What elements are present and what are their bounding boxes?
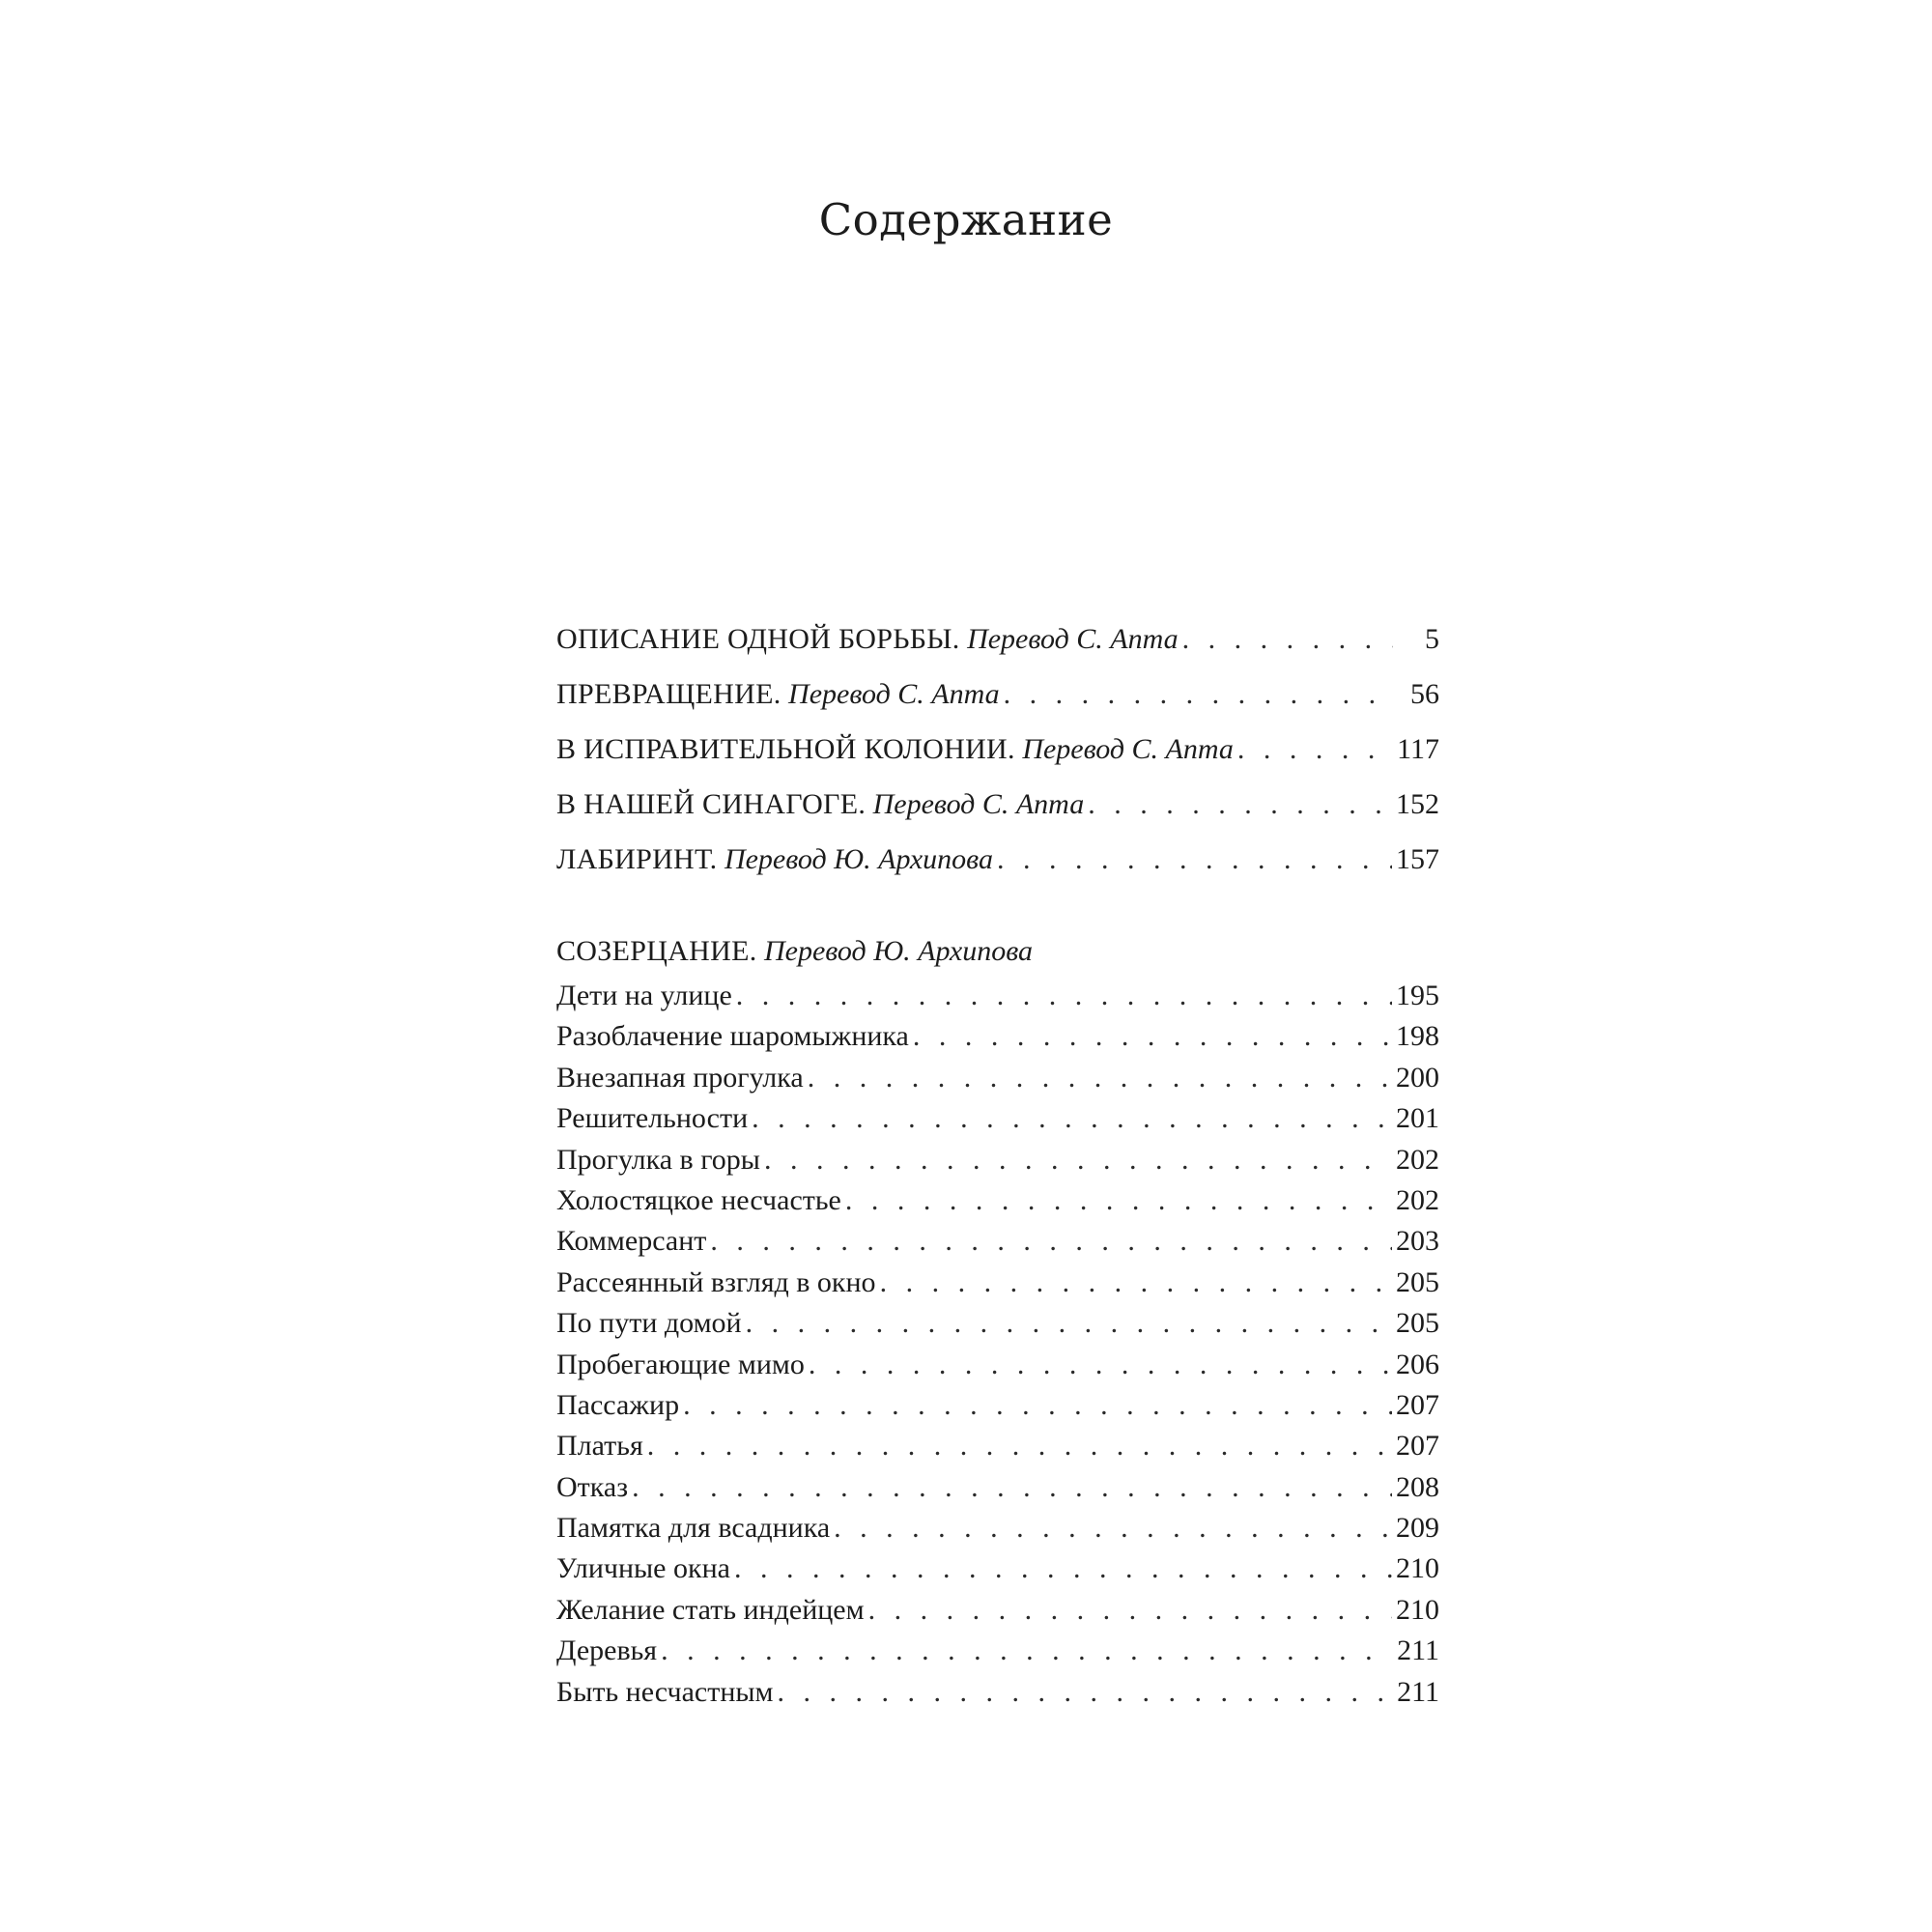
item-page-number: 207: [1396, 1430, 1439, 1463]
toc-item: [556, 1636, 1439, 1677]
toc-main-works: [556, 625, 1439, 900]
dot-leader: [1088, 790, 1392, 819]
item-title: Внезапная прогулка: [556, 1061, 804, 1094]
item-title: Пассажир: [556, 1388, 680, 1421]
item-title: Платья: [556, 1430, 643, 1463]
item-title: Деревья: [556, 1634, 658, 1667]
dot-leader: [868, 1596, 1392, 1625]
item-title: Отказ: [556, 1470, 629, 1503]
entry-title: ПРЕВРАЩЕНИЕ.: [556, 678, 781, 710]
dot-leader: [710, 1227, 1392, 1256]
item-page-number: 207: [1396, 1388, 1439, 1421]
item-title: Коммерсант: [556, 1225, 707, 1258]
entry-page-number: 152: [1396, 788, 1439, 820]
dot-leader: [809, 1350, 1392, 1379]
dot-leader: [647, 1432, 1392, 1461]
item-page-number: 202: [1396, 1183, 1439, 1216]
dot-leader: [736, 981, 1392, 1010]
item-title: По пути домой: [556, 1307, 742, 1340]
entry-page-number: 56: [1410, 678, 1439, 710]
dot-leader: [913, 1022, 1392, 1051]
toc-item: [556, 1432, 1439, 1472]
dot-leader: [746, 1309, 1392, 1338]
toc-item: [556, 1227, 1439, 1267]
entry-translator: Перевод Ю. Архипова: [724, 843, 993, 875]
item-page-number: 203: [1396, 1225, 1439, 1258]
dot-leader: [683, 1391, 1392, 1420]
item-title: Холостяцкое несчастье: [556, 1183, 841, 1216]
dot-leader: [997, 845, 1392, 874]
collection-title: СОЗЕРЦАНИЕ.: [556, 935, 757, 967]
toc-item: [556, 1022, 1439, 1063]
toc-item: [556, 1470, 1439, 1514]
item-page-number: 205: [1396, 1265, 1439, 1298]
item-title: Желание стать индейцем: [556, 1593, 865, 1626]
dot-leader: [778, 1678, 1393, 1707]
item-page-number: 200: [1396, 1061, 1439, 1094]
dot-leader: [764, 1146, 1392, 1175]
dot-leader: [880, 1268, 1392, 1297]
dot-leader: [845, 1186, 1392, 1215]
toc-item: [556, 1104, 1439, 1145]
toc-entry-description-of-a-struggle: [556, 625, 1439, 680]
toc-entry-labyrinth: [556, 845, 1439, 900]
item-title: Памятка для всадника: [556, 1512, 831, 1545]
toc-entry-in-our-synagogue: [556, 790, 1439, 845]
entry-translator: Перевод С. Апта: [1022, 733, 1234, 765]
entry-title: В НАШЕЙ СИНАГОГЕ.: [556, 788, 867, 820]
entry-title: ЛАБИРИНТ.: [556, 843, 718, 875]
entry-translator: Перевод С. Апта: [967, 623, 1179, 655]
toc-item: [556, 1061, 1439, 1104]
dot-leader: [1237, 735, 1393, 764]
dot-leader: [734, 1554, 1392, 1583]
entry-page-number: 117: [1397, 733, 1439, 765]
item-page-number: 211: [1397, 1675, 1439, 1708]
toc-item: [556, 1514, 1439, 1554]
dot-leader: [661, 1636, 1393, 1665]
item-title: Разоблачение шаромыжника: [556, 1020, 909, 1053]
item-page-number: 208: [1396, 1470, 1439, 1503]
toc-item: [556, 1350, 1439, 1391]
item-title: Рассеянный взгляд в окно: [556, 1265, 876, 1298]
entry-page-number: 157: [1396, 843, 1439, 875]
item-page-number: 202: [1396, 1143, 1439, 1176]
item-page-number: 209: [1396, 1512, 1439, 1545]
toc-item: [556, 981, 1439, 1022]
entry-title: В ИСПРАВИТЕЛЬНОЙ КОЛОНИИ.: [556, 733, 1015, 765]
collection-heading: [556, 937, 1439, 981]
item-page-number: 211: [1397, 1634, 1439, 1667]
collection-translator: Перевод Ю. Архипова: [764, 935, 1034, 967]
item-page-number: 205: [1396, 1307, 1439, 1340]
item-title: Дети на улице: [556, 980, 732, 1011]
dot-leader: [1004, 680, 1393, 709]
item-page-number: 210: [1396, 1552, 1439, 1585]
item-page-number: 201: [1396, 1102, 1439, 1135]
toc-item: [556, 1388, 1439, 1432]
item-title: Прогулка в горы: [556, 1143, 760, 1176]
item-title: Уличные окна: [556, 1552, 730, 1585]
item-title: Пробегающие мимо: [556, 1348, 805, 1380]
toc-item: [556, 1183, 1439, 1227]
item-page-number: 210: [1396, 1593, 1439, 1626]
page-title: Содержание: [818, 194, 1114, 245]
entry-translator: Перевод С. Апта: [872, 788, 1085, 820]
dot-leader: [632, 1473, 1392, 1502]
entry-page-number: 5: [1425, 623, 1439, 655]
toc-collection-contemplation: [556, 937, 1439, 1719]
toc-item: [556, 1265, 1439, 1309]
toc-entry-in-the-penal-colony: [556, 735, 1439, 790]
toc-item: [556, 1143, 1439, 1186]
dot-leader: [1182, 625, 1393, 654]
dot-leader: [752, 1104, 1392, 1133]
item-title: Быть несчастным: [556, 1675, 774, 1708]
dot-leader: [808, 1064, 1392, 1093]
dot-leader: [834, 1514, 1392, 1543]
toc-entry-metamorphosis: [556, 680, 1439, 735]
entry-translator: Перевод С. Апта: [788, 678, 1000, 710]
toc-item: [556, 1675, 1439, 1719]
item-page-number: 195: [1396, 980, 1439, 1011]
item-title: Решительности: [556, 1102, 749, 1135]
toc-item: [556, 1554, 1439, 1595]
toc-item: [556, 1593, 1439, 1636]
toc-item: [556, 1309, 1439, 1350]
entry-title: ОПИСАНИЕ ОДНОЙ БОРЬБЫ.: [556, 623, 960, 655]
item-page-number: 206: [1396, 1348, 1439, 1380]
item-page-number: 198: [1396, 1020, 1439, 1053]
